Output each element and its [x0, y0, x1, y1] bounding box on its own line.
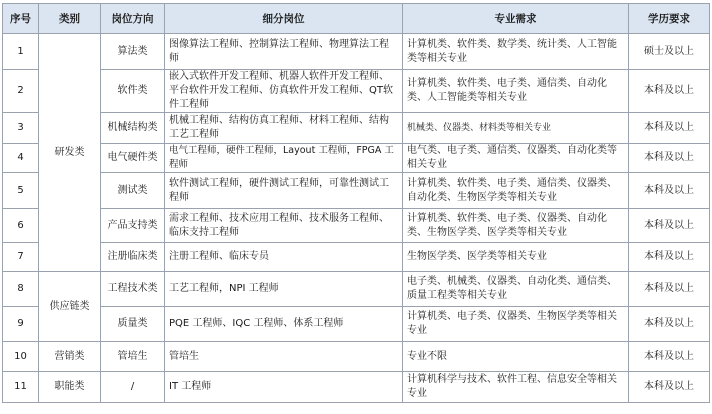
header-category: 类别: [39, 4, 101, 34]
table-row: [3, 307, 710, 342]
table-row: [3, 243, 710, 272]
direction-cell: 软件类: [101, 70, 165, 113]
degree-cell: 本科及以上: [629, 272, 710, 307]
category-cell: 研发类: [39, 34, 101, 272]
direction-cell: 管培生: [101, 342, 165, 372]
direction-cell: 机械结构类: [101, 113, 165, 144]
direction-cell: 产品支持类: [101, 209, 165, 243]
degree-cell: 本科及以上: [629, 144, 710, 173]
table-row: [3, 173, 710, 209]
category-cell: 营销类: [39, 342, 101, 372]
direction-cell: 测试类: [101, 173, 165, 209]
positions-cell: 电气工程师，硬件工程师，Layout 工程师，FPGA 工程师: [165, 144, 403, 173]
header-no: 序号: [3, 4, 39, 34]
table-row: [3, 272, 710, 307]
header-positions: 细分岗位: [165, 4, 403, 34]
direction-cell: 注册临床类: [101, 243, 165, 272]
table-row: [3, 144, 710, 173]
majors-cell: 电子类、机械类、仪器类、自动化类、通信类、质量工程类等相关专业: [403, 272, 629, 307]
positions-cell: 注册工程师、临床专员: [165, 243, 403, 272]
category-cell: 供应链类: [39, 272, 101, 342]
category-cell: 职能类: [39, 372, 101, 403]
table-row: [3, 372, 710, 403]
row-no: 3: [3, 113, 39, 144]
majors-cell: 计算机类、软件类、数学类、统计类、人工智能类等相关专业: [403, 34, 629, 70]
majors-cell: 计算机类、电子类、仪器类、生物医学类等相关专业: [403, 307, 629, 342]
positions-cell: 机械工程师、结构仿真工程师、材料工程师、结构工艺工程师: [165, 113, 403, 144]
direction-cell: 工程技术类: [101, 272, 165, 307]
table-row: [3, 34, 710, 70]
majors-cell: 机械类、仪器类、材料类等相关专业: [403, 113, 629, 144]
degree-cell: 本科及以上: [629, 342, 710, 372]
degree-cell: 本科及以上: [629, 113, 710, 144]
degree-cell: 本科及以上: [629, 372, 710, 403]
row-no: 7: [3, 243, 39, 272]
degree-cell: 本科及以上: [629, 243, 710, 272]
direction-cell: 质量类: [101, 307, 165, 342]
row-no: 11: [3, 372, 39, 403]
header-majors: 专业需求: [403, 4, 629, 34]
header-direction: 岗位方向: [101, 4, 165, 34]
row-no: 8: [3, 272, 39, 307]
table-row: [3, 342, 710, 372]
degree-cell: 本科及以上: [629, 173, 710, 209]
positions-cell: IT 工程师: [165, 372, 403, 403]
table-row: [3, 113, 710, 144]
direction-cell: /: [101, 372, 165, 403]
direction-cell: 电气硬件类: [101, 144, 165, 173]
degree-cell: 本科及以上: [629, 70, 710, 113]
majors-cell: 生物医学类、医学类等相关专业: [403, 243, 629, 272]
direction-cell: 算法类: [101, 34, 165, 70]
header-degree: 学历要求: [629, 4, 710, 34]
degree-cell: 硕士及以上: [629, 34, 710, 70]
degree-cell: 本科及以上: [629, 209, 710, 243]
row-no: 2: [3, 70, 39, 113]
majors-cell: 计算机类、软件类、电子类、仪器类、自动化类、生物医学类、医学类等相关专业: [403, 209, 629, 243]
row-no: 4: [3, 144, 39, 173]
majors-cell: 专业不限: [403, 342, 629, 372]
majors-cell: 计算机类、软件类、电子类、通信类、自动化类、人工智能类等相关专业: [403, 70, 629, 113]
header-row: [3, 4, 710, 34]
degree-cell: 本科及以上: [629, 307, 710, 342]
positions-cell: 软件测试工程师，硬件测试工程师，可靠性测试工程师: [165, 173, 403, 209]
table-row: [3, 70, 710, 113]
majors-cell: 电气类、电子类、通信类、仪器类、自动化类等相关专业: [403, 144, 629, 173]
recruitment-table: [2, 3, 710, 403]
row-no: 9: [3, 307, 39, 342]
row-no: 10: [3, 342, 39, 372]
positions-cell: 管培生: [165, 342, 403, 372]
row-no: 1: [3, 34, 39, 70]
majors-cell: 计算机科学与技术、软件工程、信息安全等相关专业: [403, 372, 629, 403]
table-row: [3, 209, 710, 243]
row-no: 5: [3, 173, 39, 209]
positions-cell: 图像算法工程师、控制算法工程师、物理算法工程师: [165, 34, 403, 70]
row-no: 6: [3, 209, 39, 243]
positions-cell: 需求工程师、技术应用工程师、技术服务工程师、临床支持工程师: [165, 209, 403, 243]
positions-cell: 嵌入式软件开发工程师、机器人软件开发工程师、平台软件开发工程师、仿真软件开发工程师、QT软件工程师: [165, 70, 403, 113]
majors-cell: 计算机类、软件类、电子类、通信类、仪器类、自动化类、生物医学类等相关专业: [403, 173, 629, 209]
positions-cell: PQE 工程师、IQC 工程师、体系工程师: [165, 307, 403, 342]
positions-cell: 工艺工程师，NPI 工程师: [165, 272, 403, 307]
